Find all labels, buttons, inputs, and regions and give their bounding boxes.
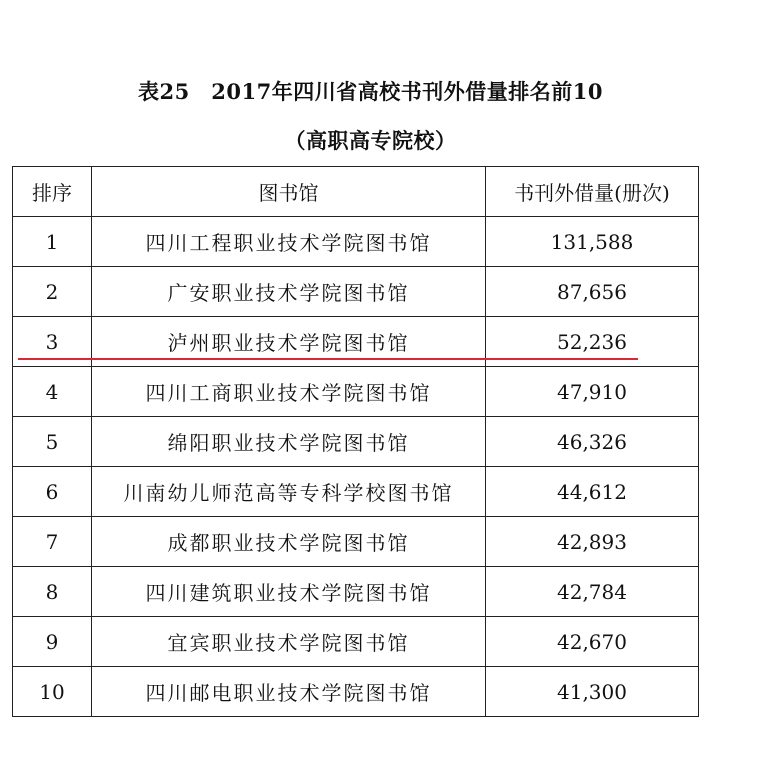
loans-cell: 42,784: [486, 567, 699, 617]
library-cell: 广安职业技术学院图书馆: [92, 267, 486, 317]
table-row: [13, 667, 699, 717]
loans-cell: 47,910: [486, 367, 699, 417]
library-cell: 川南幼儿师范高等专科学校图书馆: [92, 467, 486, 517]
rank-cell: 4: [13, 367, 92, 417]
loans-cell: 42,893: [486, 517, 699, 567]
loans-cell: 131,588: [486, 217, 699, 267]
table-row: [13, 567, 699, 617]
loans-cell: 87,656: [486, 267, 699, 317]
header-row: [13, 167, 699, 217]
rank-cell: 5: [13, 417, 92, 467]
loans-cell: 44,612: [486, 467, 699, 517]
loans-cell: 41,300: [486, 667, 699, 717]
rank-cell: 1: [13, 217, 92, 267]
header-loans: 书刊外借量(册次): [486, 167, 699, 217]
table-row: [13, 267, 699, 317]
rank-cell: 7: [13, 517, 92, 567]
library-cell: 四川邮电职业技术学院图书馆: [92, 667, 486, 717]
table-row: [13, 617, 699, 667]
header-rank: 排序: [13, 167, 92, 217]
rank-cell: 3: [13, 317, 92, 367]
library-cell: 宜宾职业技术学院图书馆: [92, 617, 486, 667]
library-cell: 四川建筑职业技术学院图书馆: [92, 567, 486, 617]
rank-cell: 2: [13, 267, 92, 317]
table-subtitle: （高职高专院校）: [284, 128, 457, 153]
red-underline-annotation: [18, 358, 638, 360]
header-library: 图书馆: [92, 167, 486, 217]
loans-cell: 52,236: [486, 317, 699, 367]
rank-cell: 10: [13, 667, 92, 717]
table-row: [13, 517, 699, 567]
table-title: 表25 2017年四川省高校书刊外借量排名前10: [138, 79, 603, 104]
rank-cell: 8: [13, 567, 92, 617]
rank-cell: 6: [13, 467, 92, 517]
table-row: [13, 467, 699, 517]
library-cell: 四川工商职业技术学院图书馆: [92, 367, 486, 417]
library-cell: 泸州职业技术学院图书馆: [92, 317, 486, 367]
table-row: [13, 417, 699, 467]
table-row: [13, 217, 699, 267]
library-cell: 四川工程职业技术学院图书馆: [92, 217, 486, 267]
table-row: [13, 367, 699, 417]
rank-cell: 9: [13, 617, 92, 667]
library-cell: 绵阳职业技术学院图书馆: [92, 417, 486, 467]
loans-cell: 42,670: [486, 617, 699, 667]
ranking-table: [12, 166, 699, 717]
loans-cell: 46,326: [486, 417, 699, 467]
library-cell: 成都职业技术学院图书馆: [92, 517, 486, 567]
